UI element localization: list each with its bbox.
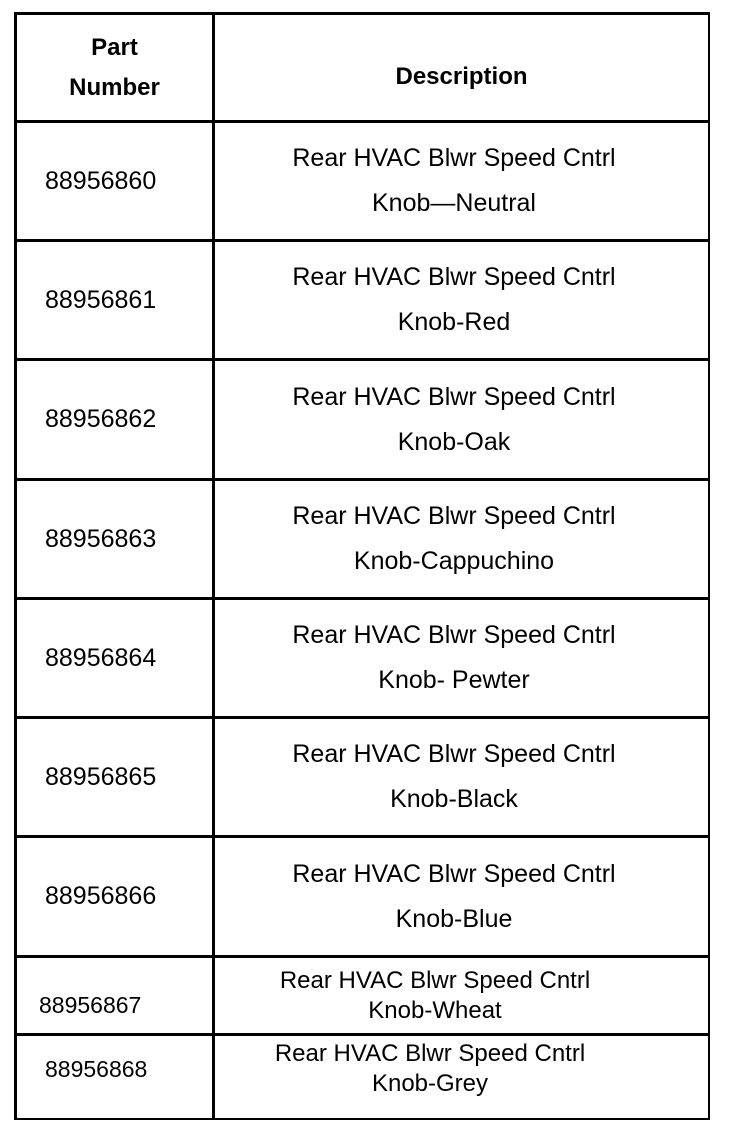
description-line-1: Rear HVAC Blwr Speed Cntrl xyxy=(279,966,591,994)
table-row-description xyxy=(215,838,693,955)
table-row-description xyxy=(215,1036,645,1102)
description-line-1: Rear HVAC Blwr Speed Cntrl xyxy=(292,859,616,888)
table-row-description xyxy=(215,123,693,239)
description-line-2: Knob-Grey xyxy=(371,1070,489,1097)
table-row-part-number: 88956862 xyxy=(45,405,157,433)
table-row-description xyxy=(215,361,693,478)
table-row-part-number: 88956866 xyxy=(45,882,157,910)
description-line-1: Rear HVAC Blwr Speed Cntrl xyxy=(274,1040,586,1067)
description-line-2: Knob-Wheat xyxy=(368,996,502,1024)
table-row-description xyxy=(215,600,693,716)
header-part-number: Part Number xyxy=(69,34,160,101)
description-line-2: Knob-Oak xyxy=(397,427,511,456)
description-line-2: Knob-Black xyxy=(390,785,518,813)
table-row-description xyxy=(215,958,655,1033)
description-line-2: Knob-Blue xyxy=(395,904,513,933)
description-line-1: Rear HVAC Blwr Speed Cntrl xyxy=(292,263,616,291)
description-line-1: Rear HVAC Blwr Speed Cntrl xyxy=(292,144,616,172)
table-row-description xyxy=(215,719,693,835)
table-row-part-number: 88956868 xyxy=(45,1055,148,1082)
description-line-1: Rear HVAC Blwr Speed Cntrl xyxy=(292,502,616,530)
description-line-1: Rear HVAC Blwr Speed Cntrl xyxy=(292,740,616,768)
description-line-1: Rear HVAC Blwr Speed Cntrl xyxy=(292,621,616,649)
table-row-part-number: 88956863 xyxy=(45,524,157,553)
table-row-part-number: 88956861 xyxy=(45,285,157,314)
description-line-2: Knob-Cappuchino xyxy=(353,547,555,575)
table-row-part-number: 88956860 xyxy=(45,166,157,195)
table-row-description xyxy=(215,242,693,358)
description-line-1: Rear HVAC Blwr Speed Cntrl xyxy=(292,382,616,411)
description-line-2: Knob- Pewter xyxy=(378,666,530,694)
header-description: Description xyxy=(395,63,528,90)
description-line-2: Knob—Neutral xyxy=(372,189,536,217)
table-row-part-number: 88956864 xyxy=(45,643,157,672)
table-row-description xyxy=(215,481,693,597)
table-row-part-number: 88956865 xyxy=(45,762,157,791)
table-row-part-number: 88956867 xyxy=(39,992,142,1018)
description-line-2: Knob-Red xyxy=(397,308,511,336)
